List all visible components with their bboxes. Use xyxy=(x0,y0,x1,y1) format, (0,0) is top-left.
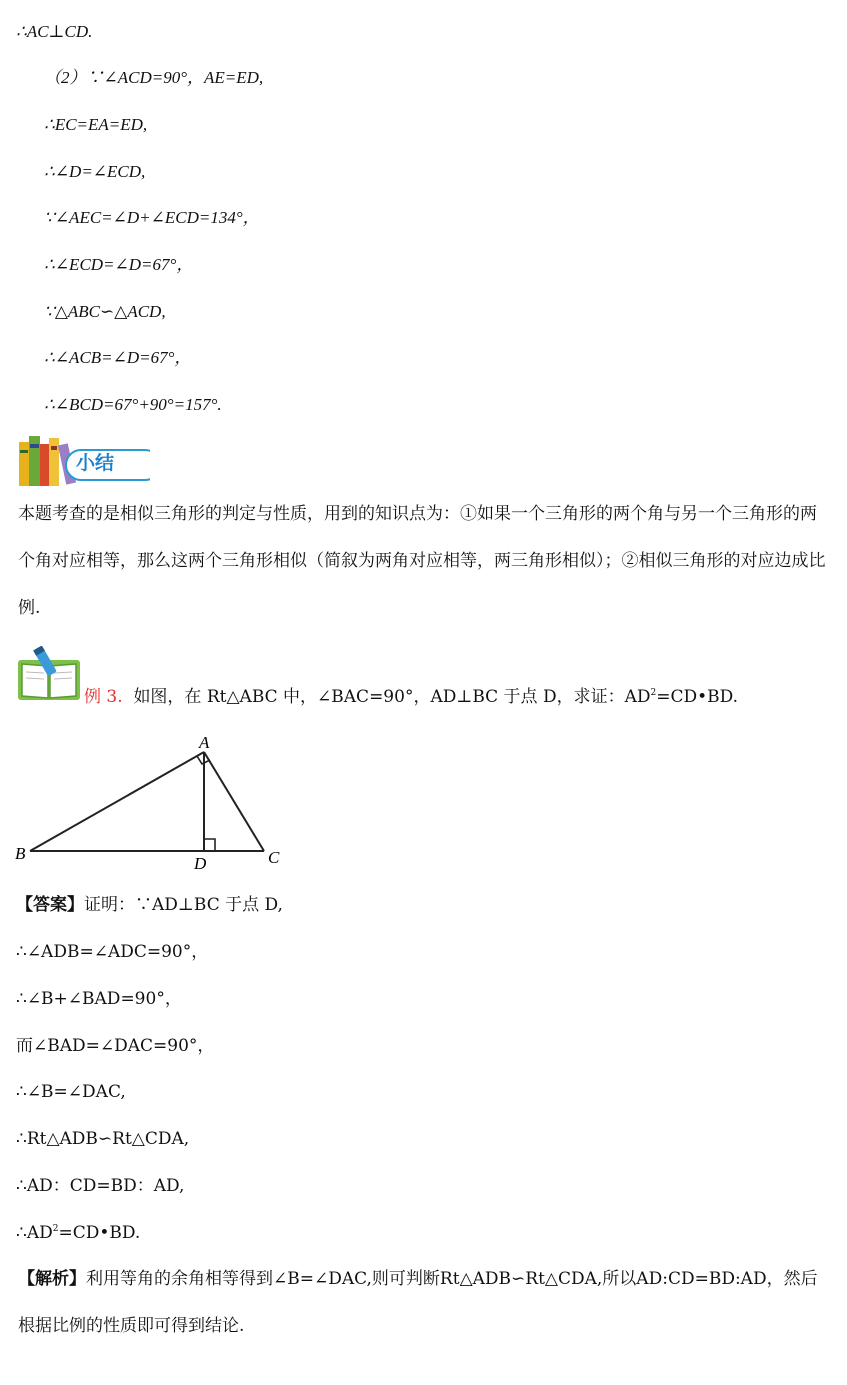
example-label: 例 3. xyxy=(84,687,123,707)
example-sup: 2 xyxy=(650,688,657,698)
analysis-head: 【解析】 xyxy=(18,1269,86,1289)
answer-head: 【答案】 xyxy=(16,895,84,915)
proof-line-6: ∴∠ECD=∠D=67°， xyxy=(44,255,194,274)
side-ac xyxy=(204,752,264,851)
label-c: C xyxy=(268,848,280,867)
proof-line-8: ∴∠ACB=∠D=67°， xyxy=(44,348,192,367)
answer-l8-sup: 2 xyxy=(52,1224,59,1234)
proof-line-3: ∴EC=EA=ED, xyxy=(44,115,148,134)
summary-badge-label: 小结 xyxy=(76,452,115,474)
right-angle-d xyxy=(204,839,215,851)
answer-l1-text: 证明：∵AD⊥BC 于点 D, xyxy=(84,895,283,915)
label-d: D xyxy=(194,854,207,873)
answer-line-3: ∴∠B+∠BAD=90°， xyxy=(16,989,182,1009)
answer-line-8 xyxy=(16,1221,140,1245)
analysis-paragraph xyxy=(18,1256,833,1350)
proof-line-9: ∴∠BCD=67°+90°=157°. xyxy=(44,395,222,414)
proof-line-4: ∴∠D=∠ECD, xyxy=(44,162,146,181)
example-text: 如图，在 Rt△ABC 中，∠BAC=90°，AD⊥BC 于点 D，求证：AD xyxy=(133,687,651,707)
answer-line-1 xyxy=(16,893,283,917)
answer-line-4: 而∠BAD=∠DAC=90°， xyxy=(16,1036,215,1056)
answer-l8-a: ∴AD xyxy=(16,1223,53,1243)
analysis-text: 利用等角的余角相等得到∠B=∠DAC,则可判断Rt△ADB∽Rt△CDA,所以AD:CD=BD:AD，然后根据比例的性质即可得到结论. xyxy=(18,1269,818,1336)
proof-line-5: ∵∠AEC=∠D+∠ECD=134°， xyxy=(44,208,260,227)
example-text-end: =CD•BD. xyxy=(656,687,739,707)
example-book-icon xyxy=(16,646,84,704)
triangle-figure xyxy=(10,728,300,878)
side-ab xyxy=(30,752,204,851)
proof-line-1: ∴AC⊥CD. xyxy=(16,22,93,41)
answer-l8-b: =CD•BD. xyxy=(58,1223,141,1243)
label-b: B xyxy=(15,844,26,863)
answer-line-6: ∴Rt△ADB∽Rt△CDA, xyxy=(16,1129,190,1149)
answer-line-5: ∴∠B=∠DAC, xyxy=(16,1082,126,1102)
summary-badge xyxy=(16,430,150,490)
answer-line-7: ∴AD：CD=BD：AD, xyxy=(16,1176,185,1196)
label-a: A xyxy=(199,733,210,752)
example-statement xyxy=(84,685,738,709)
summary-text: 本题考查的是相似三角形的判定与性质，用到的知识点为：①如果一个三角形的两个角与另一个三角形的两个角对应相等，那么这两个三角形相似（简叙为两角对应相等，两三角形相似）；②相似三角形的对应边成比例. xyxy=(18,504,826,618)
proof-line-2: （2）∵∠ACD=90°，AE=ED, xyxy=(44,68,264,87)
answer-line-2: ∴∠ADB=∠ADC=90°， xyxy=(16,942,209,962)
proof-line-7: ∵△ABC∽△ACD, xyxy=(44,302,166,321)
